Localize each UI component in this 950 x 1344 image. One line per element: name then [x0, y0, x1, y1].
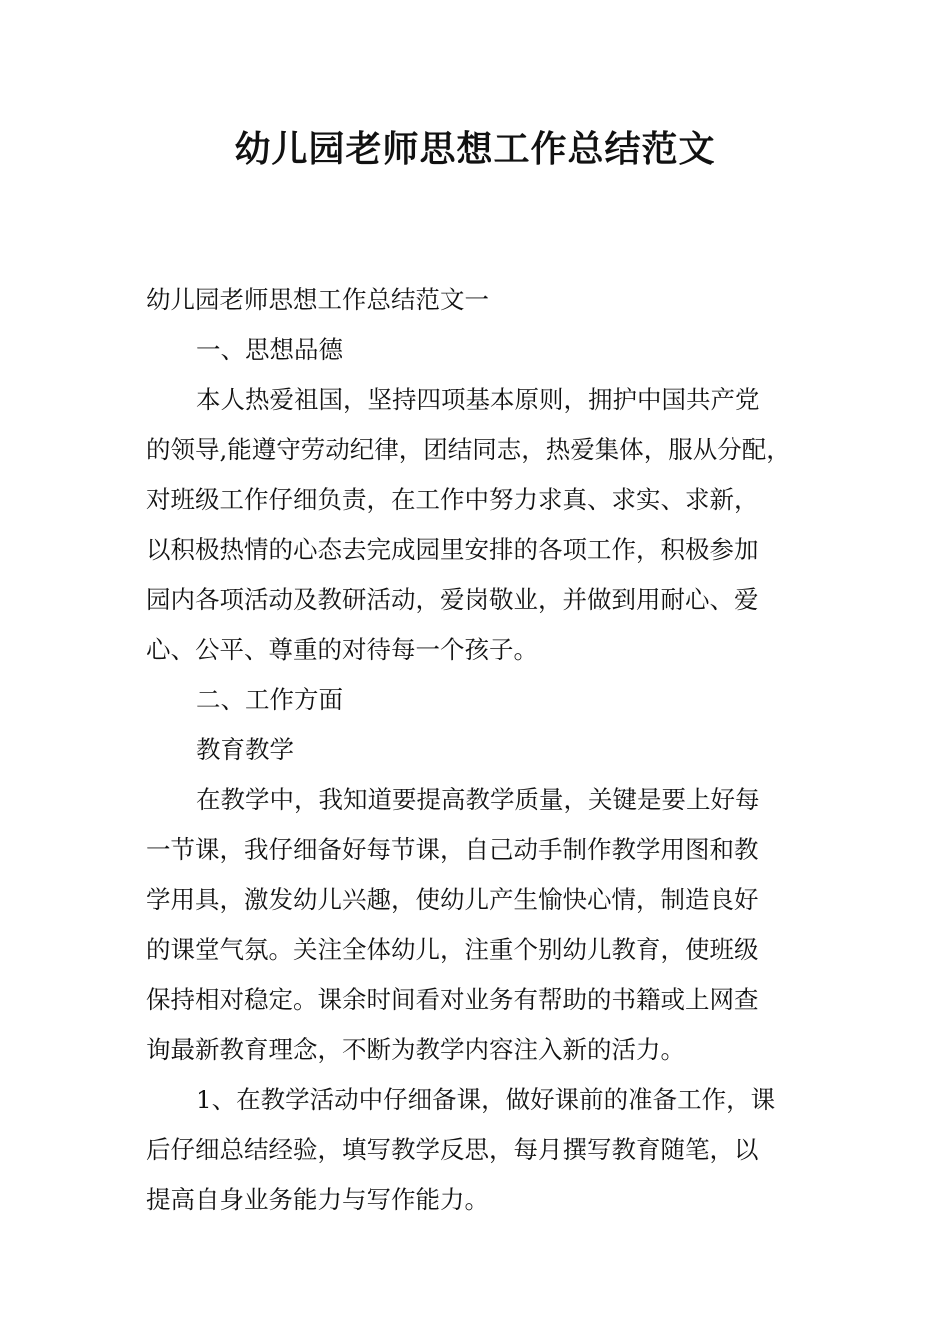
text-line: 1、在教学活动中仔细备课，做好课前的准备工作，课 — [196, 1085, 776, 1114]
text-line: 的课堂气氛。关注全体幼儿，注重个别幼儿教育，使班级 — [146, 935, 759, 964]
document-title: 幼儿园老师思想工作总结范文 — [234, 129, 716, 170]
text-line: 对班级工作仔细负责，在工作中努力求真、求实、求新， — [146, 485, 759, 514]
text-line: 本人热爱祖国，坚持四项基本原则，拥护中国共产党 — [196, 385, 760, 414]
text-line: 二、工作方面 — [196, 685, 343, 714]
text-line: 心、公平、尊重的对待每一个孩子。 — [146, 635, 538, 664]
text-line: 询最新教育理念，不断为教学内容注入新的活力。 — [146, 1035, 685, 1064]
text-line: 一节课，我仔细备好每节课，自己动手制作教学用图和教 — [146, 835, 759, 864]
text-line: 教育教学 — [196, 735, 294, 764]
text-line: 一、思想品德 — [196, 335, 343, 364]
text-line: 以积极热情的心态去完成园里安排的各项工作，积极参加 — [146, 535, 759, 564]
document-body — [146, 275, 826, 1225]
text-line: 提高自身业务能力与写作能力。 — [146, 1185, 489, 1214]
text-line: 后仔细总结经验，填写教学反思，每月撰写教育随笔，以 — [146, 1135, 759, 1164]
text-line: 的领导,能遵守劳动纪律，团结同志，热爱集体，服从分配， — [146, 435, 791, 464]
text-line: 幼儿园老师思想工作总结范文一 — [146, 285, 489, 314]
text-line: 学用具，激发幼儿兴趣，使幼儿产生愉快心情，制造良好 — [146, 885, 759, 914]
text-line: 在教学中，我知道要提高教学质量，关键是要上好每 — [196, 785, 760, 814]
text-line: 保持相对稳定。课余时间看对业务有帮助的书籍或上网查 — [146, 985, 759, 1014]
text-line: 园内各项活动及教研活动，爱岗敬业，并做到用耐心、爱 — [146, 585, 759, 614]
